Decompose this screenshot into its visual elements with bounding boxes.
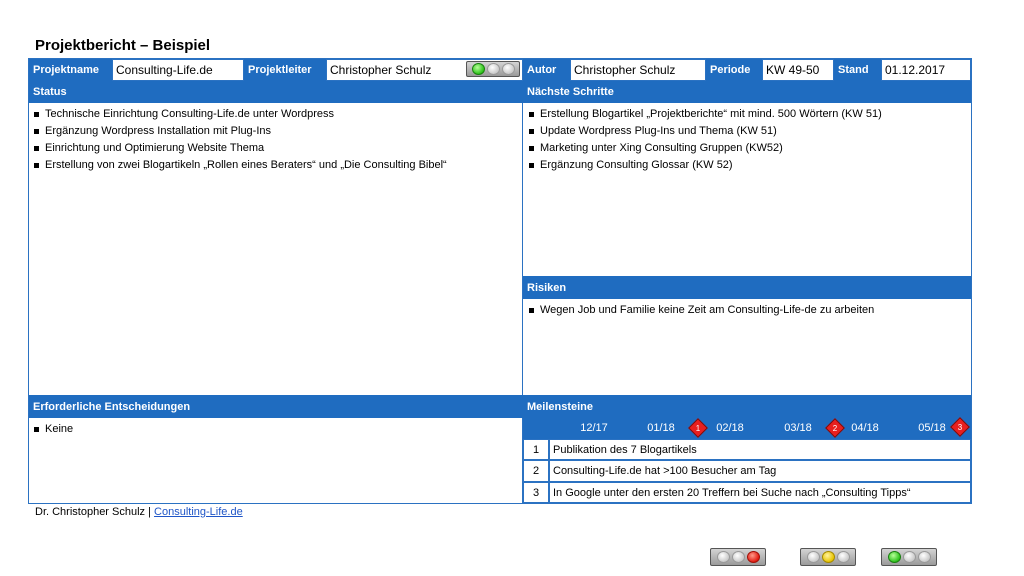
timeline-month: 01/18 (647, 422, 675, 434)
next-step-item: Ergänzung Consulting Glossar (KW 52) (527, 157, 967, 174)
risks-list (527, 302, 967, 319)
traffic-light-green-icon (881, 548, 937, 566)
timeline-month: 04/18 (851, 422, 879, 434)
status-item: Technische Einrichtung Consulting-Life.de unter Wordpress (32, 106, 518, 123)
off-lamp-icon (487, 63, 500, 75)
periode-value: KW 49-50 (762, 59, 834, 81)
green-lamp-icon (472, 63, 485, 75)
stand-label: Stand (834, 59, 881, 81)
traffic-light-yellow-icon (800, 548, 856, 566)
milestone-row-number: 3 (523, 482, 549, 503)
projektname-label: Projektname (29, 59, 112, 81)
next-step-item: Update Wordpress Plug-Ins und Thema (KW 51) (527, 123, 967, 140)
milestone-row-number: 2 (523, 460, 549, 482)
status-item: Erstellung von zwei Blogartikeln „Rollen eines Beraters“ und „Die Consulting Bibel“ (32, 157, 518, 174)
milestone-row-number: 1 (523, 439, 549, 460)
next-steps-list (527, 106, 967, 174)
decision-item: Keine (32, 421, 518, 438)
off-lamp-icon (502, 63, 515, 75)
risk-item: Wegen Job und Familie keine Zeit am Consulting-Life-de zu arbeiten (527, 302, 967, 319)
footer-author: Dr. Christopher Schulz | (35, 506, 151, 518)
milestone-marker-number: 3 (957, 422, 963, 432)
project-traffic-light-icon (466, 61, 520, 77)
green-lamp-icon (888, 551, 901, 563)
off-lamp-icon (732, 551, 745, 563)
footer (35, 506, 243, 518)
red-lamp-icon (747, 551, 760, 563)
stand-value: 01.12.2017 (881, 59, 971, 81)
milestone-marker-number: 2 (832, 423, 838, 433)
next-step-item: Marketing unter Xing Consulting Gruppen (KW52) (527, 140, 967, 157)
milestone-row-text: Consulting-Life.de hat >100 Besucher am Tag (549, 460, 971, 482)
next-steps-header: Nächste Schritte (523, 81, 971, 103)
next-step-item: Erstellung Blogartikel „Projektberichte“ mit mind. 500 Wörtern (KW 51) (527, 106, 967, 123)
projektleiter-value: Christopher Schulz (326, 59, 523, 81)
yellow-lamp-icon (822, 551, 835, 563)
milestone-table (523, 439, 971, 503)
off-lamp-icon (903, 551, 916, 563)
timeline-month: 03/18 (784, 422, 812, 434)
milestone-row-text: Publikation des 7 Blogartikels (549, 439, 971, 460)
milestones-header: Meilensteine (523, 395, 971, 418)
traffic-light-red-icon (710, 548, 766, 566)
footer-link[interactable]: Consulting-Life.de (154, 506, 243, 518)
status-list (32, 106, 518, 174)
off-lamp-icon (837, 551, 850, 563)
timeline-month: 02/18 (716, 422, 744, 434)
autor-value: Christopher Schulz (570, 59, 706, 81)
milestone-row-text: In Google unter den ersten 20 Treffern bei Suche nach „Consulting Tipps“ (549, 482, 971, 503)
page-title: Projektbericht – Beispiel (35, 37, 211, 54)
projektname-value: Consulting-Life.de (112, 59, 244, 81)
periode-label: Periode (706, 59, 762, 81)
off-lamp-icon (807, 551, 820, 563)
decisions-list (32, 421, 518, 438)
autor-label: Autor (523, 59, 570, 81)
projektleiter-label: Projektleiter (244, 59, 326, 81)
status-item: Ergänzung Wordpress Installation mit Plug-Ins (32, 123, 518, 140)
decisions-header: Erforderliche Entscheidungen (29, 395, 523, 418)
status-item: Einrichtung und Optimierung Website Thema (32, 140, 518, 157)
status-header: Status (29, 81, 523, 103)
risks-header: Risiken (523, 276, 971, 299)
off-lamp-icon (717, 551, 730, 563)
off-lamp-icon (918, 551, 931, 563)
milestone-marker-number: 1 (695, 423, 701, 433)
timeline-month: 05/18 (918, 422, 946, 434)
timeline-month: 12/17 (580, 422, 608, 434)
